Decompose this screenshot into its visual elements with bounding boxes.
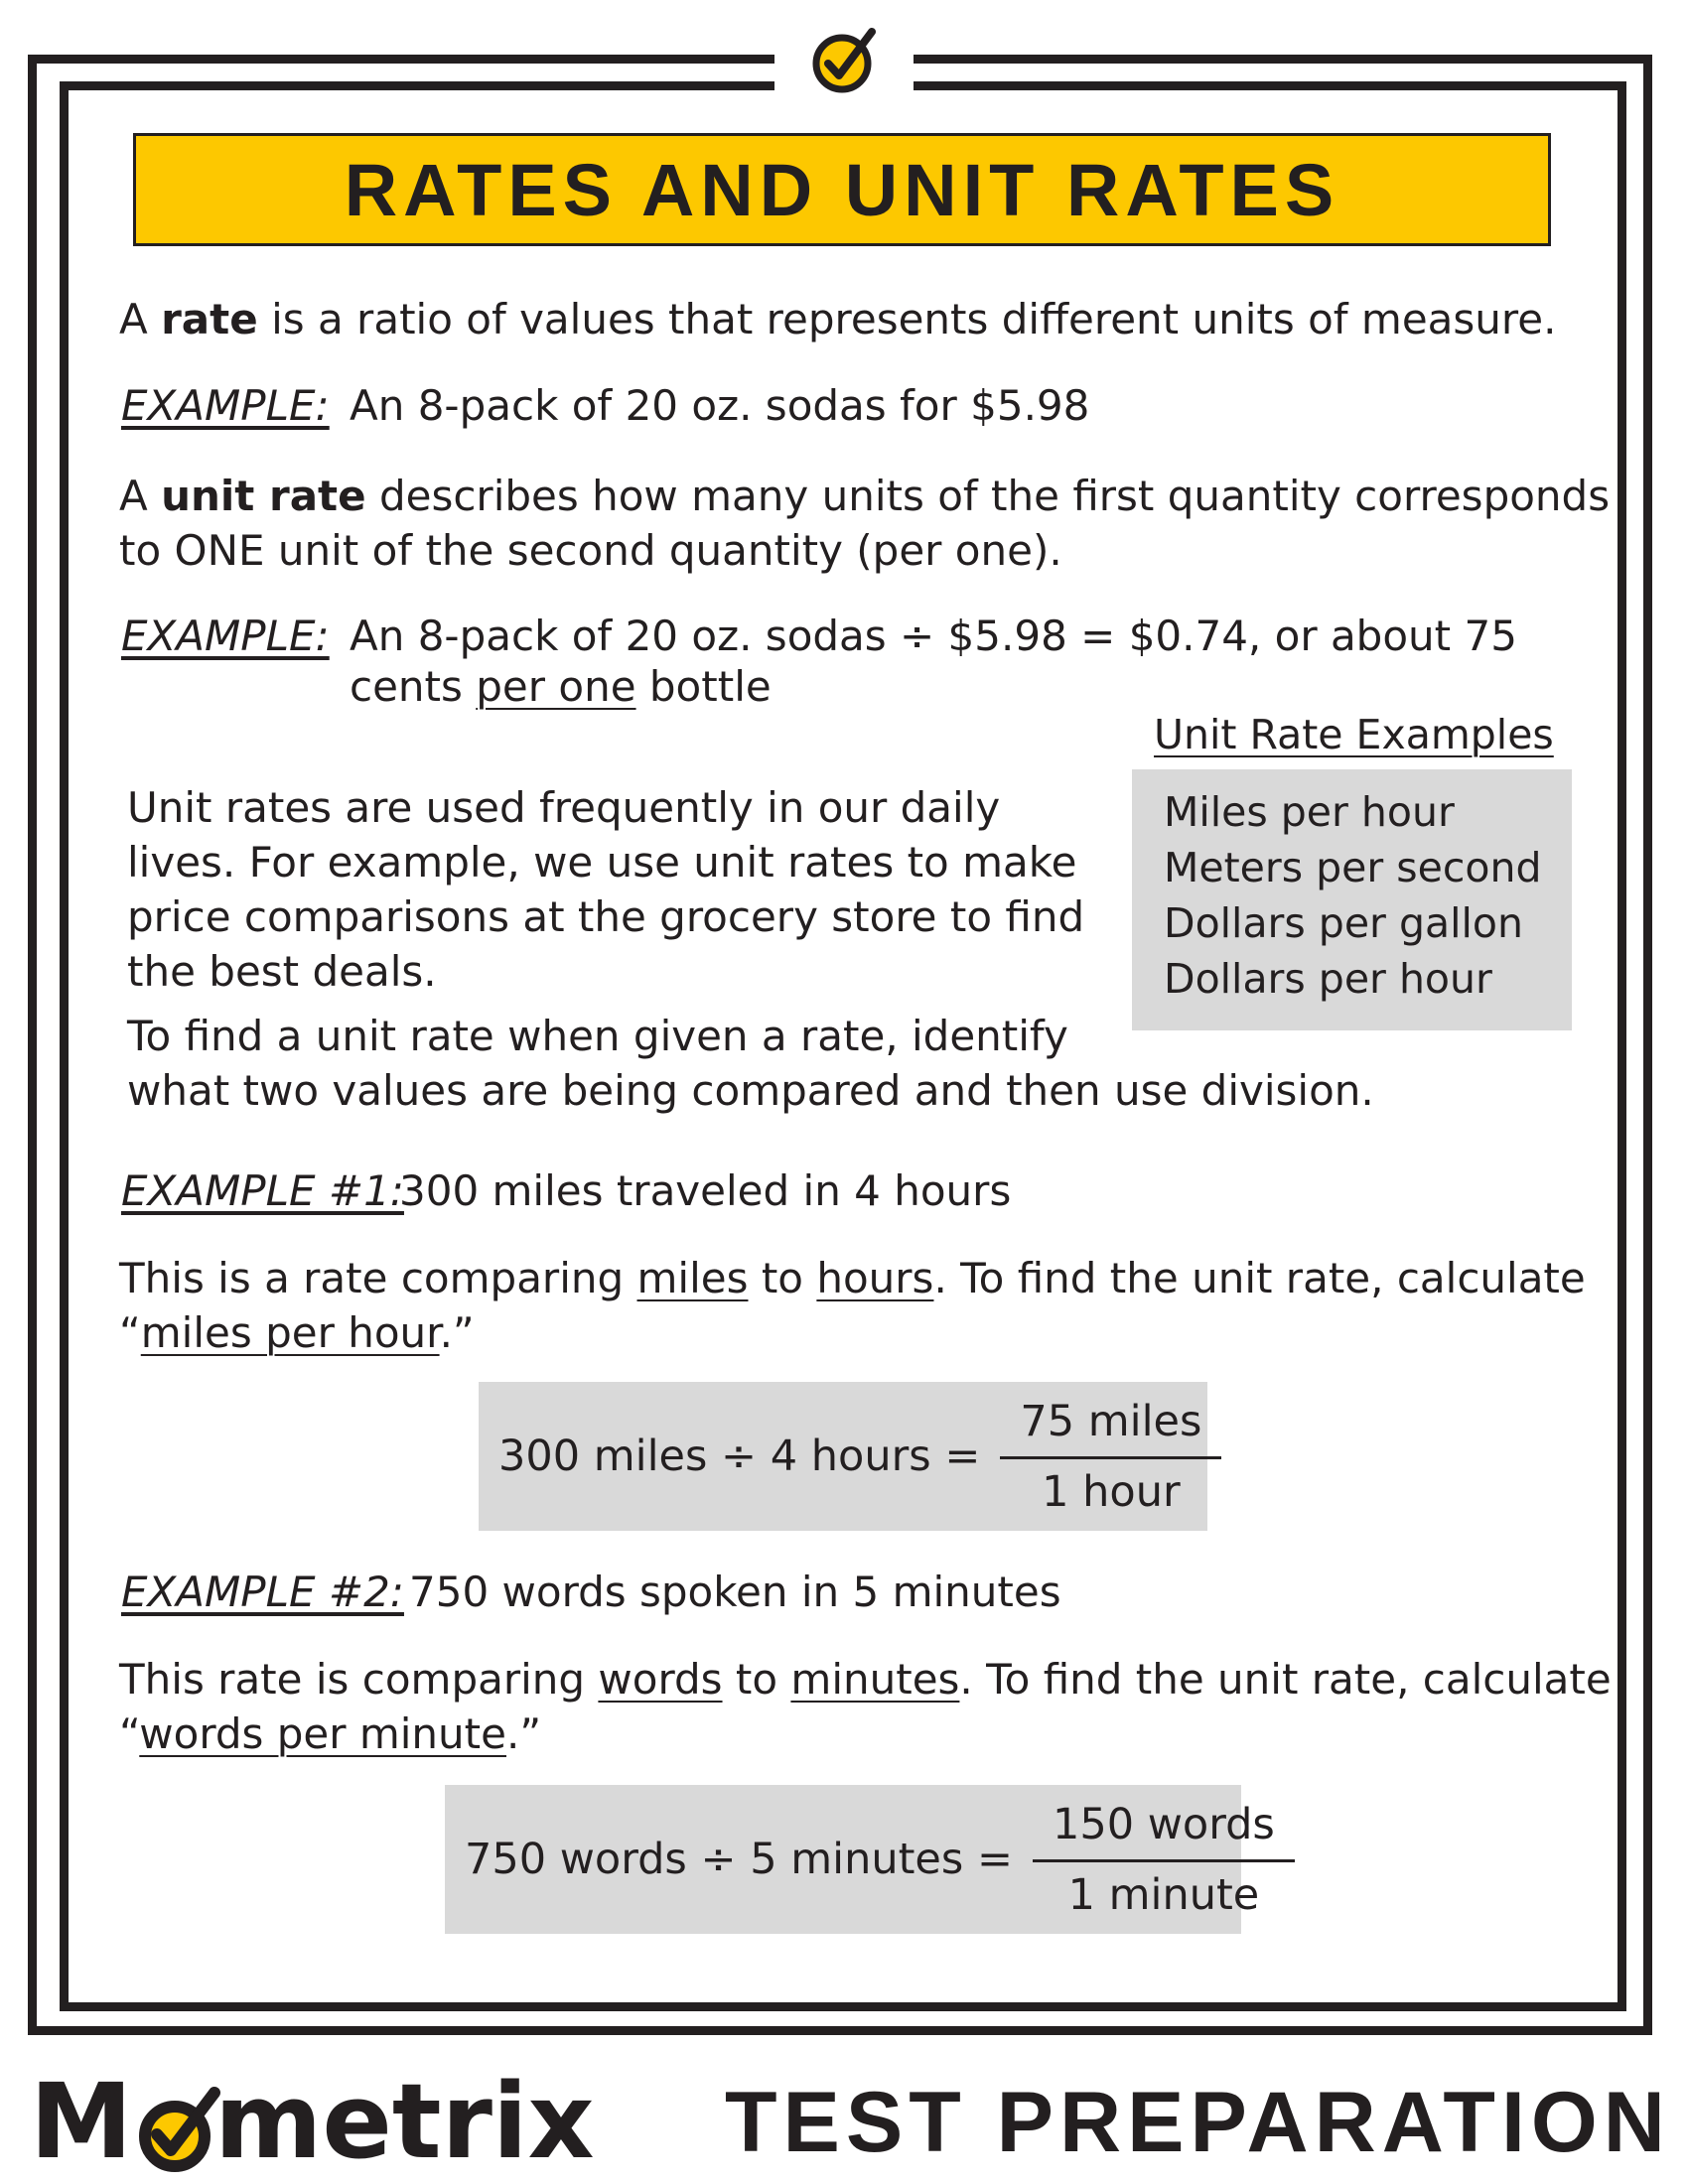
fraction-denominator: 1 minute bbox=[1067, 1869, 1260, 1920]
example-no1-explanation-line1: This is a rate comparing miles to hours. To find the unit rate, calculate bbox=[119, 1254, 1586, 1302]
unit-rate-definition-line2: to ONE unit of the second quantity (per one). bbox=[119, 526, 1062, 575]
rate-definition: A rate is a ratio of values that represents different units of measure. bbox=[119, 295, 1557, 343]
list-item: Meters per second bbox=[1164, 844, 1542, 891]
paragraph-line: Unit rates are used frequently in our daily bbox=[127, 783, 1001, 832]
sidebar-list bbox=[1164, 784, 1542, 1007]
unit-rate-definition-line1: A unit rate describes how many units of the first quantity corresponds bbox=[119, 472, 1611, 520]
title-banner bbox=[133, 133, 1551, 246]
logo-check-icon bbox=[133, 2085, 222, 2174]
brand-initial: M bbox=[30, 2061, 133, 2182]
fraction bbox=[1000, 1397, 1221, 1517]
list-item: Dollars per gallon bbox=[1164, 899, 1523, 947]
fraction-numerator: 75 miles bbox=[1000, 1397, 1221, 1459]
brand-name: metrix bbox=[214, 2061, 595, 2182]
fraction-denominator: 1 hour bbox=[1042, 1466, 1181, 1517]
brand-tagline: TEST PREPARATION bbox=[725, 2075, 1671, 2170]
footer-logo bbox=[30, 2061, 1671, 2182]
list-item: Dollars per hour bbox=[1164, 955, 1492, 1003]
example-label: EXAMPLE: bbox=[121, 381, 330, 430]
paragraph-line: price comparisons at the grocery store to find bbox=[127, 892, 1085, 941]
example-no2-label: EXAMPLE #2: bbox=[121, 1568, 404, 1616]
list-item: Miles per hour bbox=[1164, 788, 1455, 836]
example-text-line2: cents per one bottle bbox=[350, 662, 772, 711]
example-no2-text: 750 words spoken in 5 minutes bbox=[409, 1568, 1061, 1616]
example-text-line1: An 8-pack of 20 oz. sodas ÷ $5.98 = $0.74, or about 75 bbox=[350, 612, 1517, 660]
fraction-numerator: 150 words bbox=[1033, 1800, 1295, 1862]
example-no2-explanation-line2: “words per minute.” bbox=[119, 1709, 542, 1758]
paragraph-line: lives. For example, we use unit rates to make bbox=[127, 838, 1077, 887]
example-no1-label: EXAMPLE #1: bbox=[121, 1166, 404, 1215]
paragraph-line: what two values are being compared and then use division. bbox=[127, 1066, 1374, 1115]
equation bbox=[465, 1793, 1295, 1926]
example-no1-text: 300 miles traveled in 4 hours bbox=[399, 1166, 1012, 1215]
fraction bbox=[1033, 1800, 1295, 1920]
example-label: EXAMPLE: bbox=[121, 612, 330, 660]
sidebar-title: Unit Rate Examples bbox=[1154, 711, 1554, 758]
equation bbox=[498, 1390, 1221, 1523]
equation-lhs: 300 miles ÷ 4 hours = bbox=[498, 1432, 981, 1481]
top-badge bbox=[774, 20, 914, 119]
page-title: RATES AND UNIT RATES bbox=[344, 148, 1340, 231]
example-no1-explanation-line2: “miles per hour.” bbox=[119, 1308, 475, 1357]
paragraph-line: the best deals. bbox=[127, 947, 437, 996]
example-no2-explanation-line1: This rate is comparing words to minutes. To find the unit rate, calculate bbox=[119, 1655, 1612, 1704]
example-text: An 8-pack of 20 oz. sodas for $5.98 bbox=[350, 381, 1090, 430]
paragraph-line: To find a unit rate when given a rate, identify bbox=[127, 1012, 1068, 1060]
equation-lhs: 750 words ÷ 5 minutes = bbox=[465, 1835, 1013, 1884]
checkmark-badge-icon bbox=[812, 24, 876, 93]
